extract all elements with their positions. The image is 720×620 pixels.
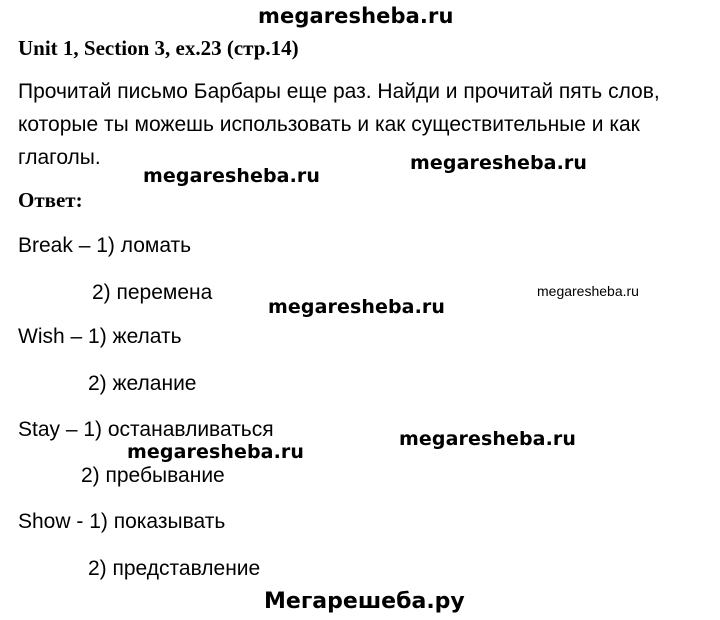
watermark-small-right: megaresheba.ru (537, 283, 639, 299)
watermark-mid-left: megaresheba.ru (143, 165, 321, 187)
watermark-footer: Мегарешеба.ру (264, 589, 465, 614)
watermark-lower-right: megaresheba.ru (399, 428, 577, 450)
answer-show-meaning-1: Show - 1) показывать (18, 510, 226, 533)
answer-wish-meaning-2: 2) желание (88, 372, 197, 395)
prompt-line-1: Прочитай письмо Барбары еще раз. Найди и прочитай пять слов, (18, 80, 660, 103)
watermark-mid-right: megaresheba.ru (410, 152, 588, 174)
answer-stay-meaning-1: Stay – 1) останавливаться (18, 418, 274, 441)
prompt-line-2: которые ты можешь использовать и как существительные и как (18, 113, 640, 136)
watermark-mid-center: megaresheba.ru (268, 296, 446, 318)
answer-show-meaning-2: 2) представление (88, 557, 261, 580)
watermark-top: megaresheba.ru (258, 4, 454, 28)
watermark-lower-left: megaresheba.ru (127, 441, 305, 463)
exercise-prompt (18, 75, 708, 174)
prompt-line-3: глаголы. (18, 146, 101, 169)
answer-break-meaning-2: 2) перемена (92, 281, 213, 304)
answer-break-meaning-1: Break – 1) ломать (18, 234, 192, 257)
exercise-title: Unit 1, Section 3, ex.23 (стр.14) (18, 36, 299, 60)
answer-wish-meaning-1: Wish – 1) желать (18, 325, 182, 348)
answer-stay-meaning-2: 2) пребывание (81, 464, 225, 487)
answer-label: Ответ: (18, 188, 83, 212)
